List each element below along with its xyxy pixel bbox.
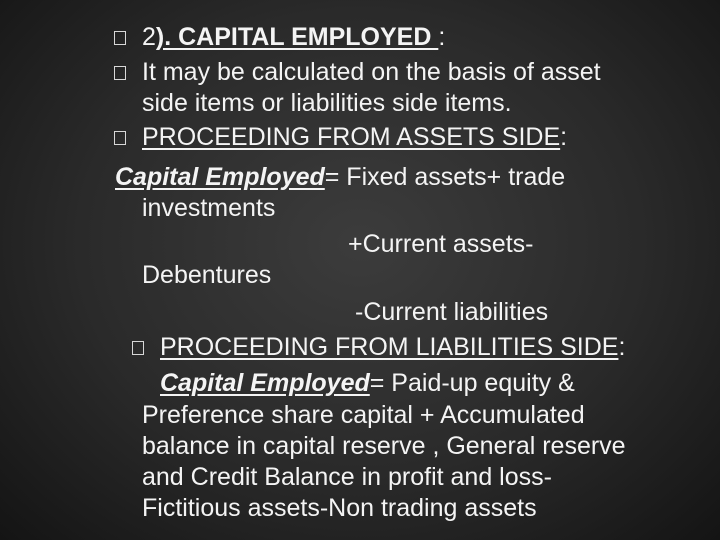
ce-liab-line5: Fictitious assets-Non trading assets — [142, 494, 537, 522]
ce-label: Capital Employed — [115, 163, 325, 191]
heading-prefix: 2 — [142, 23, 156, 51]
liabilities-side-heading: PROCEEDING FROM LIABILITIES SIDE: — [160, 333, 626, 361]
capital-employed-heading — [142, 22, 445, 52]
ce-liab-line3: balance in capital reserve , General reserve — [142, 432, 626, 460]
ce-liab-line2: Preference share capital + Accumulated — [142, 401, 585, 429]
ce-label: Capital Employed — [160, 369, 370, 397]
ce-liab-formula: Capital Employed= Paid-up equity & — [160, 369, 575, 397]
square-bullet-icon — [114, 66, 126, 80]
ce-assets-formula: Capital Employed= Fixed assets+ trade — [115, 163, 566, 191]
assets-side-heading: PROCEEDING FROM ASSETS SIDE: — [142, 123, 568, 151]
ce-assets-line3: +Current assets- — [348, 230, 534, 258]
ce-assets-line5: -Current liabilities — [355, 298, 549, 326]
heading-colon: : — [438, 23, 446, 51]
ce-liab-line4: and Credit Balance in profit and loss- — [142, 463, 552, 491]
square-bullet-icon — [132, 341, 144, 355]
square-bullet-icon — [114, 131, 126, 145]
ce-assets-line2: investments — [142, 194, 276, 222]
calc-basis-line1: It may be calculated on the basis of asset — [142, 58, 601, 86]
calc-basis-line2: side items or liabilities side items. — [142, 89, 512, 117]
square-bullet-icon — [114, 31, 126, 45]
heading-title: ). CAPITAL EMPLOYED — [155, 23, 439, 51]
ce-assets-line4: Debentures — [142, 261, 272, 289]
